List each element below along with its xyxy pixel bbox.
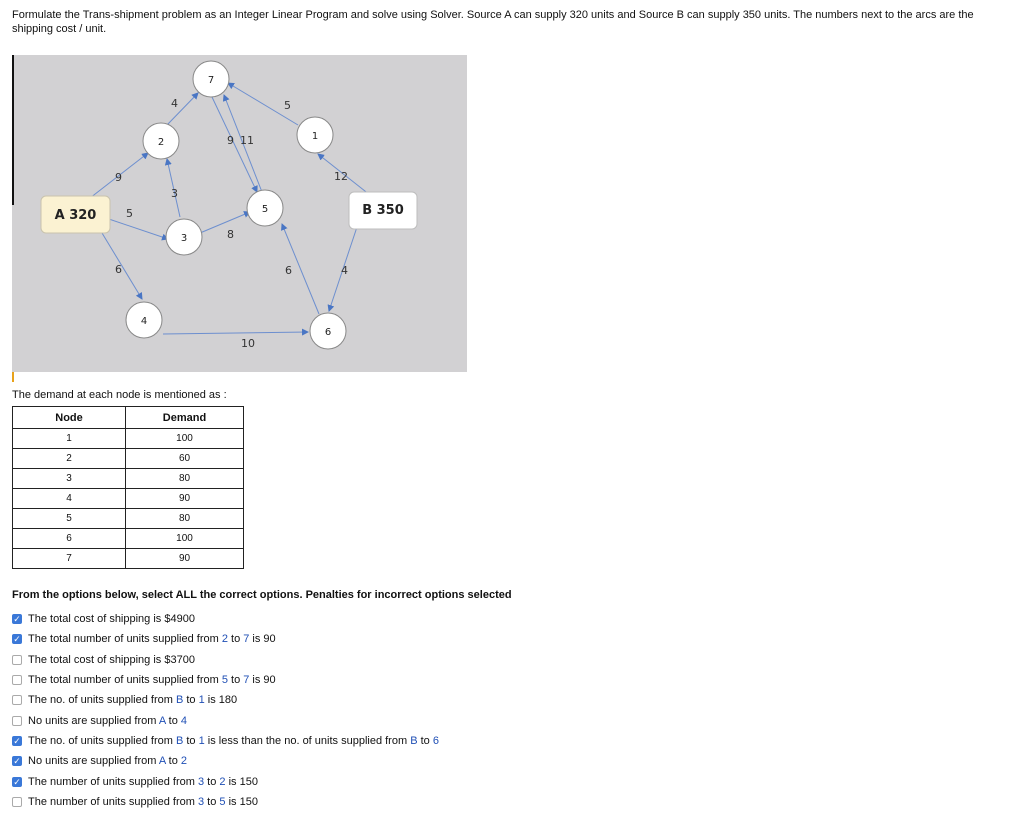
option-10[interactable]: [12, 792, 439, 812]
node-5: [247, 190, 283, 226]
node-cell: 6: [13, 529, 126, 549]
source-A-label: A 320: [54, 208, 97, 223]
demand-cell: 90: [126, 489, 244, 509]
network-diagram: [12, 55, 467, 372]
option-label: The total number of units supplied from 2 to 7 is 90: [28, 633, 276, 646]
cost-3-5: 8: [227, 228, 234, 241]
demand-cell: 80: [126, 469, 244, 489]
network-svg: [12, 55, 467, 372]
svg-text:1: 1: [311, 131, 319, 142]
table-row: [13, 509, 244, 529]
node-4: [126, 302, 162, 338]
demand-table-header: [13, 407, 244, 429]
option-9[interactable]: [12, 771, 439, 791]
demand-table: [12, 406, 244, 569]
option-6[interactable]: [12, 710, 439, 730]
problem-line-1: Formulate the Trans-shipment problem as an Integer Linear Program and solve using Solver. Source A can supply 320 units and Source B can supply 350 units. The numbers next to the arcs are the: [12, 9, 974, 21]
problem-line-2: shipping cost / unit.: [12, 22, 107, 35]
cost-7-5: 9: [227, 134, 234, 147]
option-label: The number of units supplied from 3 to 2 is 150: [28, 775, 258, 788]
option-5[interactable]: [12, 690, 439, 710]
left-edge-mark: [12, 55, 14, 205]
option-8[interactable]: [12, 751, 439, 771]
option-label: The no. of units supplied from B to 1 is less than the no. of units supplied from B to 6: [28, 734, 439, 747]
option-4[interactable]: [12, 670, 439, 690]
node-1: [297, 117, 333, 153]
table-row: [13, 429, 244, 449]
svg-text:4: 4: [140, 316, 148, 327]
cost-A-4: 6: [115, 263, 122, 276]
source-A: [41, 196, 110, 233]
option-label: The total cost of shipping is $4900: [28, 613, 195, 626]
cost-B-6: 4: [341, 264, 348, 277]
option-label: No units are supplied from A to 2: [28, 755, 188, 768]
text-cursor-marker: [12, 372, 14, 382]
source-B: [349, 192, 417, 229]
cost-A-2: 9: [115, 171, 122, 184]
table-row: [13, 489, 244, 509]
node-cell: 2: [13, 449, 126, 469]
option-label: The no. of units supplied from B to 1 is 180: [28, 694, 238, 707]
cost-4-6: 10: [241, 337, 255, 350]
option-label: The total number of units supplied from 5 to 7 is 90: [28, 674, 276, 687]
cost-A-3: 5: [126, 207, 133, 220]
node-7: [193, 61, 229, 97]
option-label: The number of units supplied from 3 to 5 is 150: [28, 795, 258, 808]
option-checkbox[interactable]: [12, 675, 22, 685]
node-2: [143, 123, 179, 159]
option-checkbox[interactable]: [12, 655, 22, 665]
table-row: [13, 529, 244, 549]
svg-text:5: 5: [261, 204, 269, 215]
node-3: [166, 219, 202, 255]
option-checkbox[interactable]: ✓: [13, 634, 21, 645]
node-cell: 3: [13, 469, 126, 489]
node-cell: 7: [13, 549, 126, 569]
option-checkbox[interactable]: ✓: [13, 735, 21, 746]
source-B-label: B 350: [362, 203, 404, 218]
demand-cell: 100: [126, 529, 244, 549]
option-checkbox[interactable]: [12, 797, 22, 807]
svg-text:3: 3: [180, 233, 188, 244]
cost-3-2: 3: [171, 187, 178, 200]
option-3[interactable]: [12, 650, 439, 670]
node-cell: 5: [13, 509, 126, 529]
option-label: The total cost of shipping is $3700: [28, 653, 195, 666]
svg-text:6: 6: [324, 327, 332, 338]
table-row: [13, 449, 244, 469]
option-2[interactable]: [12, 629, 439, 649]
option-checkbox[interactable]: [12, 695, 22, 705]
header-node: Node: [13, 407, 126, 429]
table-row: [13, 549, 244, 569]
demand-cell: 80: [126, 509, 244, 529]
options-heading: From the options below, select ALL the correct options. Penalties for incorrect options selected: [12, 589, 512, 601]
header-demand: Demand: [126, 407, 244, 429]
demand-cell: 100: [126, 429, 244, 449]
svg-text:7: 7: [207, 75, 215, 86]
cost-5-7: 11: [240, 134, 254, 147]
cost-B-1: 12: [334, 170, 348, 183]
node-6: [310, 313, 346, 349]
cost-6-5: 6: [285, 264, 292, 277]
option-7[interactable]: [12, 731, 439, 751]
option-label: No units are supplied from A to 4: [28, 714, 188, 727]
cost-2-7: 4: [171, 97, 178, 110]
svg-text:2: 2: [157, 137, 165, 148]
option-checkbox[interactable]: ✓: [13, 756, 21, 767]
table-row: [13, 469, 244, 489]
options-list: [12, 609, 439, 812]
cost-1-7: 5: [284, 99, 291, 112]
option-checkbox[interactable]: ✓: [13, 776, 21, 787]
demand-cell: 90: [126, 549, 244, 569]
node-cell: 1: [13, 429, 126, 449]
demand-caption: The demand at each node is mentioned as :: [12, 389, 227, 401]
demand-cell: 60: [126, 449, 244, 469]
option-checkbox[interactable]: ✓: [13, 614, 21, 625]
problem-statement: [12, 9, 1020, 36]
node-cell: 4: [13, 489, 126, 509]
option-checkbox[interactable]: [12, 716, 22, 726]
option-1[interactable]: [12, 609, 439, 629]
